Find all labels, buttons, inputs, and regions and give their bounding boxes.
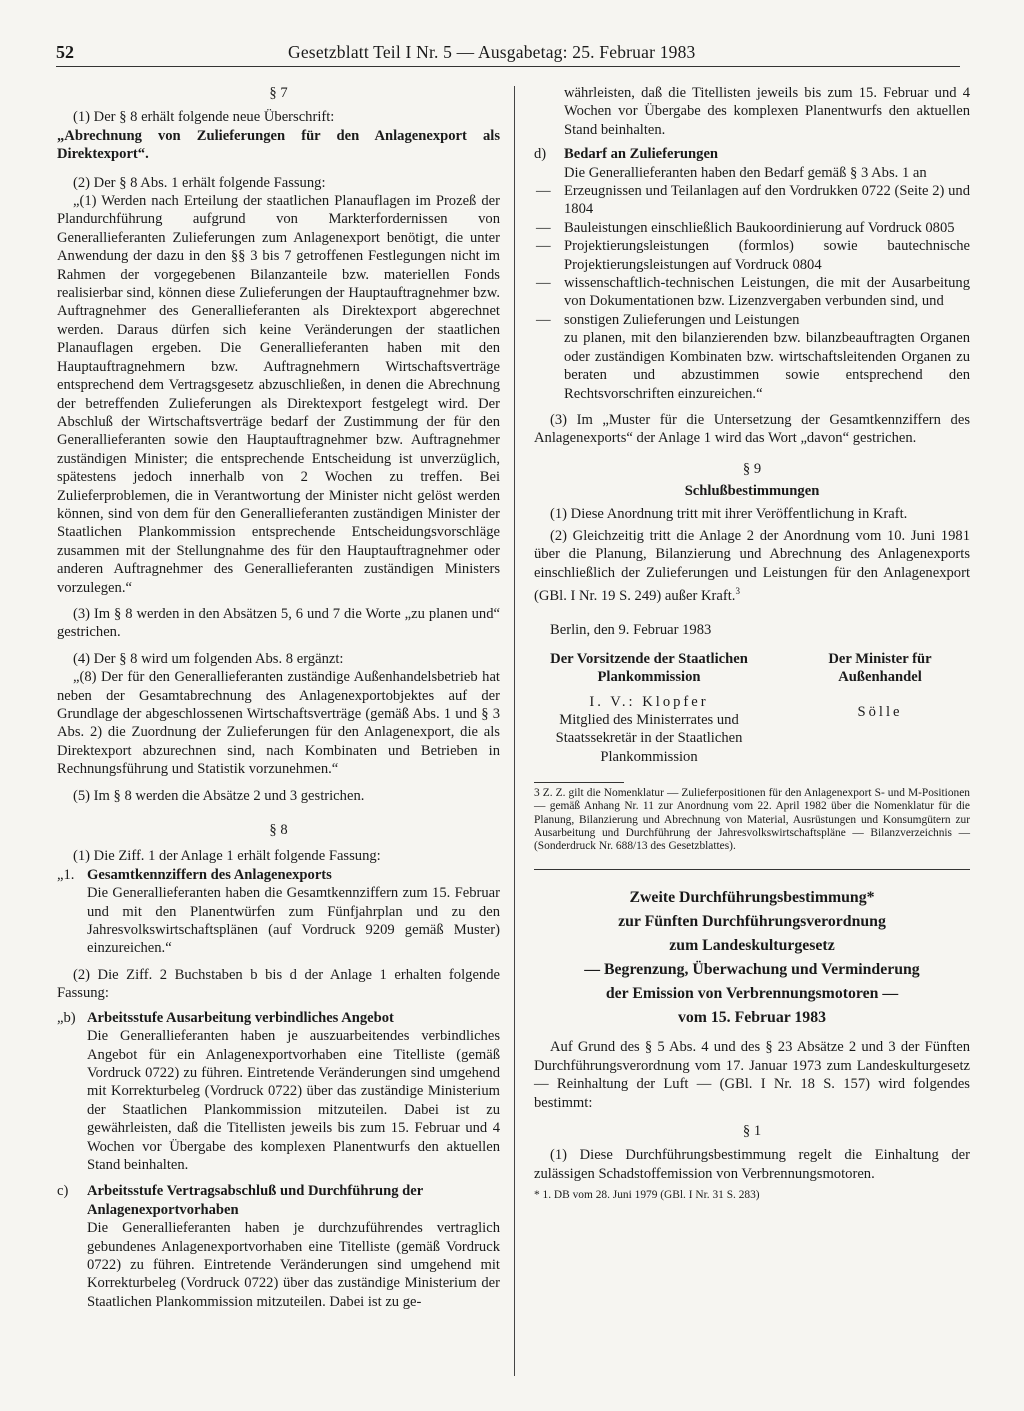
title-line-3: zum Landeskulturgesetz [669,937,835,955]
signature-right-title: Der Minister für Außenhandel [828,650,932,686]
s8-item-d-heading [534,145,970,163]
header-title: Gesetzblatt Teil I Nr. 5 — Ausgabetag: 25. Februar 1983 [288,42,696,62]
s8-item-c-continuation: währleisten, daß die Titellisten jeweils bis zum 15. Februar und 4 Wochen vor Übergabe des komplexen Planentwurfs den aktuellen Stand beinhalten. [564,85,970,138]
s8-item-c-title: Arbeitsstufe Vertragsabschluß und Durchführung der Anlagenexportvorhaben [87,1183,423,1218]
s9-paragraph-2 [534,527,970,605]
section-7-heading: § 7 [269,85,288,101]
left-column [57,84,500,1311]
s7-new-heading: „Abrechnung von Zulieferungen für den Anlagenexport als Direktexport“. [57,127,500,163]
s8-item-c-text: Die Generallieferanten haben je durchzuführendes vertraglich gebundenes Anlagenexportvorhaben eine Titelliste (gemäß Vordruck 0722) zu führen. Eintretende Veränderungen sind umgehend mit Korrekturbeleg (Vordruck 0722) über das zuständige Ministerium der Staatlichen Plankommission mitzuteilen. Dabei ist zu ge- [87,1220,500,1310]
s7-paragraph-2: (2) Der § 8 Abs. 1 erhält folgende Fassung: [73,174,326,191]
dash-marker: — [536,275,551,292]
s8-item-b-text: Die Generallieferanten haben je auszuarbeitendes verbindliches Angebot für ein Anlagenexportvorhaben eine Titelliste (gemäß Vordruck 0722) zu führen. Eintretende Veränderungen sind umgehend mit Korrekturbeleg (Vordruck 0722) über das zuständige Ministerium der Staatlichen Plankommission mitzuteilen. Dabei ist zu gewährleisten, daß die Titellisten jeweils bis zum 15. Februar und 4 Wochen vor Übergabe des komplexen Planentwurfs den aktuellen Stand beinhalten. [87,1028,500,1173]
s7-paragraph-4-text: „(8) Der für den Generallieferanten zuständige Außenhandelsbetrieb hat neben der Gesamtabrechnung des Anlagenexportobjektes auf der Grundlage der abgeschlossenen Wirtschaftsverträge (gemäß Abs. 1 und § 3 Abs. 2) die Zuordnung der Zulieferungen für den Anlagenexport, die als Direktexport abzurechnen sind, nach Kombinaten und Betrieben in Rechnungsführung und Statistik vorzunehmen.“ [57,669,500,778]
s8-item-b-title: Arbeitsstufe Ausarbeitung verbindliches Angebot [87,1009,394,1026]
list-item [536,182,970,219]
s8-item-c-heading [57,1182,500,1219]
footnote-3: 3 Z. Z. gilt die Nomenklatur — Zulieferpositionen für den Anlagenexport S- und M-Positionen — gemäß Anhang Nr. 11 zur Anordnung vom 22. April 1982 über die Nomenklatur für die Planung, Bilanzierung und Abrechnung von Material, Ausrüstungen und Konsumgütern zur Ausarbeitung und Durchführung der Jahresvolkswirtschaftspläne — Bilanzverzeichnis — (Sonderdruck Nr. 688/13 des Gesetzblattes). [534,787,970,853]
s8-item-d-text: Die Generallieferanten haben den Bedarf gemäß § 3 Abs. 1 an [564,164,927,181]
list-item [536,311,970,329]
signature-block [534,650,970,766]
s8-item-d-closing: zu planen, mit den bilanzierenden bzw. bilanzbeauftragten Organen oder zuständigen Kombinaten bzw. wirtschaftsleitenden Organen zu beraten und abzustimmen sowie entsprechend den Rechtsvorschriften einzureichen.“ [564,330,970,402]
new-regulation-title [534,886,970,1030]
signature-right [790,650,970,766]
intro-paragraph: Auf Grund des § 5 Abs. 4 und des § 23 Absätze 2 und 3 der Fünften Durchführungsverordnung vom 17. Januar 1973 zum Landeskulturgesetz — Reinhaltung der Luft — (GBl. I Nr. 18 S. 157) wird folgendes bestimmt: [534,1039,970,1111]
title-line-4: — Begrenzung, Überwachung und Verminderung [584,961,920,979]
s8-item-c-label: c) [57,1183,69,1200]
footnote-ref-3: 3 [735,586,740,597]
s8-item-1-label: „1. [57,866,75,883]
s8-item-d-title: Bedarf an Zulieferungen [564,146,719,163]
s8-paragraph-2: (2) Die Ziff. 2 Buchstaben b bis d der Anlage 1 erhalten folgende Fassung: [57,966,500,1002]
list-item-text: Erzeugnissen und Teilanlagen auf den Vordrukken 0722 (Seite 2) und 1804 [564,183,970,218]
right-column [534,84,970,1202]
list-item-text: wissenschaftlich-technischen Leistungen, die mit der Ausarbeitung von Dokumentationen bzw. Lizenzvergaben verbunden sind, und [564,275,970,310]
dash-marker: — [536,238,551,255]
title-line-1: Zweite Durchführungsbestimmung* [629,889,875,907]
list-item-text: Bauleistungen einschließlich Baukoordinierung auf Vordruck 0805 [564,219,955,236]
s8-item-b-label: „b) [57,1009,76,1026]
section-9-title: Schlußbestimmungen [684,483,820,500]
column-divider [514,86,515,1376]
s7-paragraph-1: (1) Der § 8 erhält folgende neue Überschrift: [73,109,335,126]
page-number: 52 [56,42,74,62]
signature-left-name: I. V.: Klopfer [589,693,709,710]
s7-paragraph-4: (4) Der § 8 wird um folgenden Abs. 8 ergänzt: [73,650,344,667]
dash-marker: — [536,219,551,236]
title-line-5: der Emission von Verbrennungsmotoren — [605,985,899,1003]
s7-paragraph-2-text: „(1) Werden nach Erteilung der staatlichen Planauflagen im Prozeß der Plandurchführung aufgrund von Markterfordernissen von Generallieferanten Zulieferungen zum Anlagenexport benötigt, die unter Anwendung der dazu in den §§ 3 bis 7 getroffenen Festlegungen nicht im Rahmen der vorgegebenen Bilanzanteile bzw. materiellen Fonds realisierbar sind, können diese Zulieferungen der Hauptauftragnehmer bzw. Auftragnehmer des Generallieferanten als Direktexport abgerechnet werden. Daraus dürfen sich keine Veränderungen der staatlichen Planauflagen ergeben. Die Generallieferanten haben mit den Hauptauftragnehmern bzw. Auftragnehmern Wirtschaftsverträge entsprechend dem Vertragsgesetz abzuschließen, in denen die Abrechnung der betreffenden Zulieferungen als Direktexport festgelegt wird. Der Abschluß der Wirtschaftsverträge bedarf der Zustimmung der für den Generallieferanten sowie den Hauptauftragnehmer bzw. Auftragnehmer zuständigen Minister; die entsprechende Entscheidung ist unverzüglich, spätestens jedoch innerhalb von 2 Wochen zu treffen. Bei Zulieferproblemen, die in Verantwortung der Minister nicht gelöst werden können, sind von dem für den Generallieferanten zuständigen Minister der Staatlichen Plankommission entsprechende Entscheidungsvorschläge zusammen mit der Stellungnahme des für den Hauptauftragnehmer oder anderen Auftragnehmer des Generallieferanten zuständigen Ministers vorzulegen.“ [57,193,500,596]
title-line-2: zur Fünften Durchführungsverordnung [618,913,886,931]
signature-left-title: Der Vorsitzende der Staatlichen Plankommission [550,650,748,686]
list-item [536,274,970,311]
header-rule [56,66,960,67]
s8-paragraph-3: (3) Im „Muster für die Untersetzung der Gesamtkennziffern des Anlagenexports“ der Anlage 1 wird das Wort „davon“ gestrichen. [534,411,970,447]
list-item [536,237,970,274]
s9-paragraph-1: (1) Diese Anordnung tritt mit ihrer Veröffentlichung in Kraft. [550,505,908,522]
footnote-star: * 1. DB vom 28. Juni 1979 (GBl. I Nr. 31 S. 283) [534,1189,760,1202]
signature-right-name: Sölle [857,703,903,720]
list-item-text: sonstigen Zulieferungen und Leistungen [564,311,800,328]
dash-list [536,182,970,329]
dash-marker: — [536,311,551,328]
s9-paragraph-2-text: (2) Gleichzeitig tritt die Anlage 2 der Anordnung vom 10. Juni 1981 über die Planung, Bilanzierung und Abrechnung des Anlagenexports einschließlich der Zulieferungen und Leistungen für den Anlagenexport (GBl. I Nr. 19 S. 249) außer Kraft. [534,527,970,605]
s8-paragraph-1: (1) Die Ziff. 1 der Anlage 1 erhält folgende Fassung: [73,848,381,865]
signature-left [534,650,764,766]
list-item [536,219,970,237]
section-1-heading: § 1 [742,1122,762,1139]
s8-item-1-text: Die Generallieferanten haben die Gesamtkennziffern zum 15. Februar und mit den Planentwürfen zum Fünfjahrplan und zu den Jahresvolkswirtschaftsplänen (auf Vordruck 9209 gemäß Muster) einzureichen.“ [87,885,500,957]
s8-item-1-title: Gesamtkennziffern des Anlagenexports [87,866,332,883]
signature-left-subtitle: Mitglied des Ministerrates und Staatssekretär in der Staatlichen Plankommission [555,712,743,765]
s8-item-d-label: d) [534,146,547,163]
s7-paragraph-3: (3) Im § 8 werden in den Absätzen 5, 6 und 7 die Worte „zu planen und“ gestrichen. [57,605,500,641]
list-item-text: Projektierungsleistungen (formlos) sowie bautechnische Projektierungsleistungen auf Vordruck 0804 [564,238,970,273]
s1-paragraph-1: (1) Diese Durchführungsbestimmung regelt die Einhaltung der zulässigen Schadstoffemission von Verbrennungsmotoren. [534,1147,970,1182]
section-9-heading: § 9 [742,460,762,477]
section-8-heading: § 8 [269,822,288,839]
s8-item-1-heading [57,866,500,884]
s8-item-b-heading [57,1009,500,1027]
dash-marker: — [536,183,551,200]
s7-paragraph-5: (5) Im § 8 werden die Absätze 2 und 3 gestrichen. [73,787,365,804]
date-line: Berlin, den 9. Februar 1983 [550,622,712,639]
title-line-6: vom 15. Februar 1983 [677,1009,826,1027]
